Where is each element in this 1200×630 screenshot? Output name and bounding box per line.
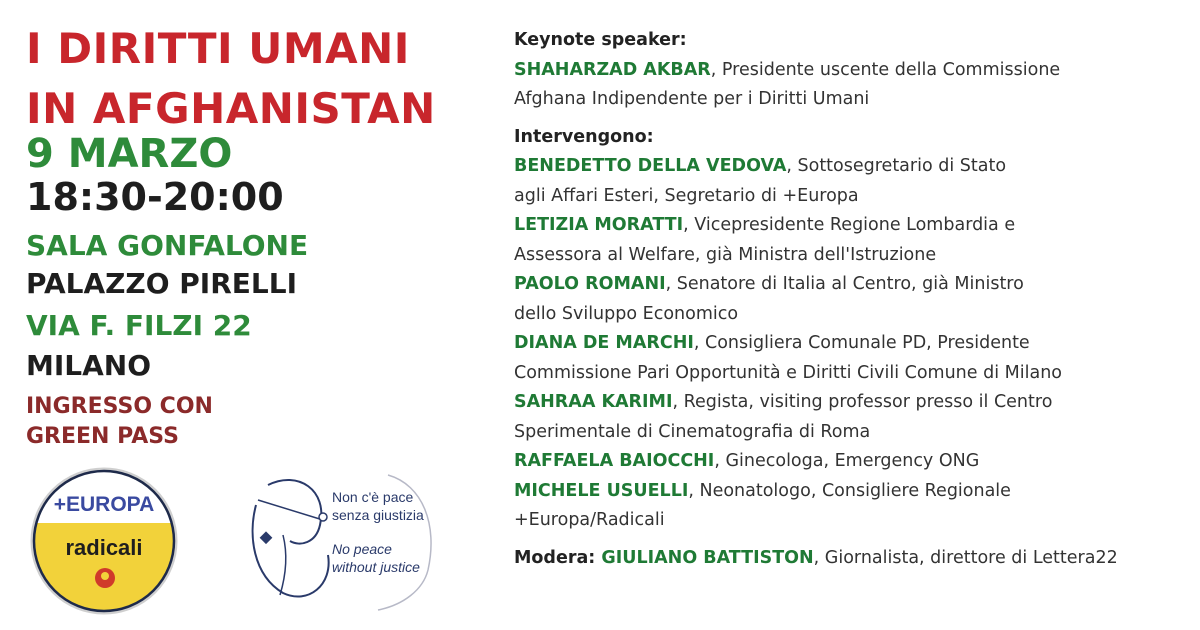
speaker-name: BENEDETTO DELLA VEDOVA [514, 156, 787, 176]
venue-building: PALAZZO PIRELLI [26, 267, 298, 300]
speaker-line: BENEDETTO DELLA VEDOVA, Sottosegretario di Stato [514, 156, 1007, 176]
speaker-name: RAFFAELA BAIOCCHI [514, 451, 715, 471]
speaker-name: PAOLO ROMANI [514, 274, 666, 294]
speaker-name: DIANA DE MARCHI [514, 333, 694, 353]
speaker-line: SAHRAA KARIMI, Regista, visiting professor presso il Centro [514, 392, 1053, 412]
speaker-desc: +Europa/Radicali [514, 510, 665, 530]
speaker-name: LETIZIA MORATTI [514, 215, 684, 235]
radicali-logo-text: radicali [65, 535, 143, 560]
event-time: 18:30-20:00 [26, 175, 284, 219]
europa-logo-text: +EUROPA [53, 493, 155, 516]
venue-city: MILANO [26, 349, 152, 382]
rose-icon [95, 568, 115, 588]
title-line-1: I DIRITTI UMANI [26, 24, 410, 73]
europa-radicali-logo [28, 465, 180, 617]
peace-slogan-en-1: No peace [332, 541, 392, 557]
program-column [514, 26, 1184, 573]
speaker-line: LETIZIA MORATTI, Vicepresidente Regione Lombardia e [514, 215, 1016, 235]
speaker-line: MICHELE USUELLI, Neonatologo, Consigliere Regionale [514, 480, 1011, 501]
speaker-line: PAOLO ROMANI, Senatore di Italia al Centro, già Ministro [514, 274, 1024, 294]
keynote-line-2: Afghana Indipendente per i Diritti Umani [514, 89, 870, 109]
title-line-2: IN AFGHANISTAN [26, 84, 436, 133]
venue-room: SALA GONFALONE [26, 229, 309, 262]
peace-slogan-it-2: senza giustizia [332, 507, 424, 523]
keynote-line-1: SHAHARZAD AKBAR, Presidente uscente della Commissione [514, 59, 1061, 80]
moderator-name: GIULIANO BATTISTON [601, 547, 814, 568]
speaker-desc: Sperimentale di Cinematografia di Roma [514, 421, 871, 442]
keynote-label: Keynote speaker: [514, 30, 687, 50]
moderator-line: Modera: GIULIANO BATTISTON, Giornalista, direttore di Lettera22 [514, 547, 1118, 568]
speaker-desc: agli Affari Esteri, Segretario di +Europa [514, 185, 859, 206]
speaker-line: RAFFAELA BAIOCCHI, Ginecologa, Emergency ONG [514, 451, 980, 471]
speaker-desc: dello Sviluppo Economico [514, 303, 739, 324]
peace-slogan-it-1: Non c'è pace [332, 489, 414, 505]
keynote-name: SHAHARZAD AKBAR [514, 59, 711, 80]
entry-note-line-2: GREEN PASS [26, 424, 179, 449]
speaker-desc: Assessora al Welfare, già Ministra dell'Istruzione [514, 244, 937, 265]
event-date: 9 MARZO [26, 131, 233, 177]
speaker-desc: Commissione Pari Opportunità e Diritti Civili Comune di Milano [514, 362, 1062, 383]
peace-slogan-en-2: without justice [332, 559, 420, 575]
moderator-label: Modera: [514, 547, 602, 568]
speaker-name: MICHELE USUELLI [514, 480, 689, 501]
speaker-line: DIANA DE MARCHI, Consigliera Comunale PD, Presidente [514, 333, 1030, 353]
venue-address: VIA F. FILZI 22 [26, 309, 252, 342]
peace-justice-logo [228, 465, 448, 615]
entry-note-line-1: INGRESSO CON [26, 394, 213, 419]
speaker-name: SAHRAA KARIMI [514, 392, 673, 412]
speakers-label: Intervengono: [514, 126, 654, 147]
